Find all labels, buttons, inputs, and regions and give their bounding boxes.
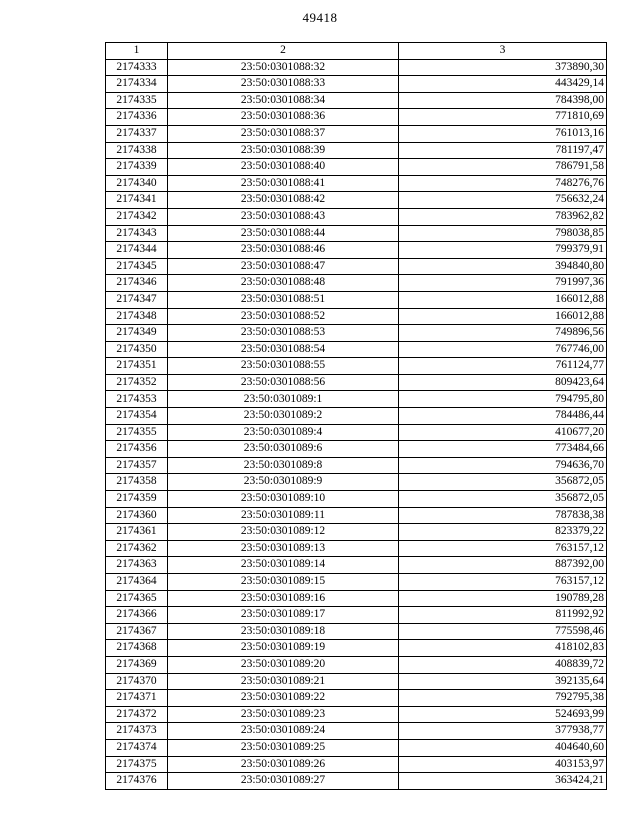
cell-cadastral-number: 23:50:0301089:18: [168, 623, 399, 640]
cell-cadastral-number: 23:50:0301088:48: [168, 275, 399, 292]
cell-cadastral-number: 23:50:0301089:13: [168, 540, 399, 557]
cell-row-number: 2174370: [106, 673, 168, 690]
table-row: [106, 208, 607, 225]
cell-value: 811992,92: [399, 607, 607, 624]
cell-value: 787838,38: [399, 507, 607, 524]
cell-cadastral-number: 23:50:0301089:14: [168, 557, 399, 574]
cell-value: 767746,00: [399, 341, 607, 358]
table-row: [106, 739, 607, 756]
cell-row-number: 2174374: [106, 739, 168, 756]
cell-value: 377938,77: [399, 723, 607, 740]
cell-row-number: 2174372: [106, 706, 168, 723]
cell-row-number: 2174345: [106, 258, 168, 275]
cadastral-value-table: [105, 42, 607, 790]
cell-row-number: 2174336: [106, 109, 168, 126]
cell-cadastral-number: 23:50:0301088:43: [168, 208, 399, 225]
cell-row-number: 2174353: [106, 391, 168, 408]
table-row: [106, 623, 607, 640]
cell-row-number: 2174376: [106, 773, 168, 790]
cell-value: 403153,97: [399, 756, 607, 773]
cell-cadastral-number: 23:50:0301089:19: [168, 640, 399, 657]
cell-cadastral-number: 23:50:0301088:41: [168, 175, 399, 192]
cell-value: 763157,12: [399, 574, 607, 591]
cell-cadastral-number: 23:50:0301088:36: [168, 109, 399, 126]
cell-value: 392135,64: [399, 673, 607, 690]
cell-row-number: 2174337: [106, 125, 168, 142]
cell-row-number: 2174349: [106, 325, 168, 342]
cell-cadastral-number: 23:50:0301089:16: [168, 590, 399, 607]
table-row: [106, 773, 607, 790]
table-row: [106, 358, 607, 375]
cell-value: 781197,47: [399, 142, 607, 159]
cell-cadastral-number: 23:50:0301088:52: [168, 308, 399, 325]
cell-cadastral-number: 23:50:0301089:26: [168, 756, 399, 773]
table-row: [106, 656, 607, 673]
cell-cadastral-number: 23:50:0301089:4: [168, 424, 399, 441]
cell-cadastral-number: 23:50:0301088:37: [168, 125, 399, 142]
table-row: [106, 723, 607, 740]
table-row: [106, 391, 607, 408]
table-header: [106, 43, 607, 60]
cell-value: 190789,28: [399, 590, 607, 607]
cell-cadastral-number: 23:50:0301088:40: [168, 159, 399, 176]
cell-row-number: 2174367: [106, 623, 168, 640]
table-row: [106, 125, 607, 142]
cell-row-number: 2174340: [106, 175, 168, 192]
table-row: [106, 540, 607, 557]
cell-cadastral-number: 23:50:0301088:33: [168, 76, 399, 93]
cell-cadastral-number: 23:50:0301089:15: [168, 574, 399, 591]
table-row: [106, 441, 607, 458]
cell-value: 749896,56: [399, 325, 607, 342]
cell-value: 794795,80: [399, 391, 607, 408]
table-row: [106, 341, 607, 358]
cell-row-number: 2174357: [106, 457, 168, 474]
column-header-3: 3: [399, 43, 607, 60]
table-row: [106, 491, 607, 508]
cell-cadastral-number: 23:50:0301089:10: [168, 491, 399, 508]
cell-cadastral-number: 23:50:0301088:34: [168, 92, 399, 109]
cell-row-number: 2174365: [106, 590, 168, 607]
cell-cadastral-number: 23:50:0301089:27: [168, 773, 399, 790]
table-row: [106, 574, 607, 591]
header-row: [106, 43, 607, 60]
cell-value: 775598,46: [399, 623, 607, 640]
cell-value: 166012,88: [399, 308, 607, 325]
table-row: [106, 258, 607, 275]
cell-row-number: 2174363: [106, 557, 168, 574]
cell-row-number: 2174368: [106, 640, 168, 657]
cell-value: 373890,30: [399, 59, 607, 76]
cell-row-number: 2174362: [106, 540, 168, 557]
cell-cadastral-number: 23:50:0301089:8: [168, 457, 399, 474]
cell-cadastral-number: 23:50:0301088:47: [168, 258, 399, 275]
cell-value: 166012,88: [399, 291, 607, 308]
table-row: [106, 474, 607, 491]
cell-value: 784486,44: [399, 408, 607, 425]
cell-value: 791997,36: [399, 275, 607, 292]
table-row: [106, 192, 607, 209]
cell-cadastral-number: 23:50:0301088:55: [168, 358, 399, 375]
cell-value: 410677,20: [399, 424, 607, 441]
table-row: [106, 590, 607, 607]
cell-row-number: 2174361: [106, 524, 168, 541]
cell-row-number: 2174364: [106, 574, 168, 591]
cell-value: 418102,83: [399, 640, 607, 657]
cell-row-number: 2174334: [106, 76, 168, 93]
table-row: [106, 374, 607, 391]
cell-cadastral-number: 23:50:0301089:11: [168, 507, 399, 524]
cell-row-number: 2174338: [106, 142, 168, 159]
table-row: [106, 76, 607, 93]
cell-cadastral-number: 23:50:0301089:22: [168, 690, 399, 707]
cell-value: 756632,24: [399, 192, 607, 209]
cell-value: 443429,14: [399, 76, 607, 93]
table-row: [106, 109, 607, 126]
cell-value: 763157,12: [399, 540, 607, 557]
cell-row-number: 2174356: [106, 441, 168, 458]
cell-row-number: 2174344: [106, 242, 168, 259]
cell-row-number: 2174358: [106, 474, 168, 491]
cell-row-number: 2174373: [106, 723, 168, 740]
cell-value: 794636,70: [399, 457, 607, 474]
table-row: [106, 408, 607, 425]
cell-cadastral-number: 23:50:0301088:54: [168, 341, 399, 358]
table-row: [106, 557, 607, 574]
cell-value: 771810,69: [399, 109, 607, 126]
table-row: [106, 507, 607, 524]
table-row: [106, 524, 607, 541]
cell-value: 798038,85: [399, 225, 607, 242]
cell-value: 524693,99: [399, 706, 607, 723]
cell-row-number: 2174354: [106, 408, 168, 425]
cell-row-number: 2174339: [106, 159, 168, 176]
table-row: [106, 225, 607, 242]
cell-cadastral-number: 23:50:0301089:17: [168, 607, 399, 624]
cell-row-number: 2174350: [106, 341, 168, 358]
cell-row-number: 2174347: [106, 291, 168, 308]
cell-value: 761124,77: [399, 358, 607, 375]
cell-value: 773484,66: [399, 441, 607, 458]
cell-row-number: 2174352: [106, 374, 168, 391]
cell-row-number: 2174346: [106, 275, 168, 292]
cell-value: 887392,00: [399, 557, 607, 574]
column-header-1: 1: [106, 43, 168, 60]
cell-row-number: 2174355: [106, 424, 168, 441]
table-row: [106, 142, 607, 159]
cell-value: 748276,76: [399, 175, 607, 192]
cell-cadastral-number: 23:50:0301088:46: [168, 242, 399, 259]
cell-cadastral-number: 23:50:0301088:51: [168, 291, 399, 308]
cell-cadastral-number: 23:50:0301089:1: [168, 391, 399, 408]
cell-cadastral-number: 23:50:0301089:2: [168, 408, 399, 425]
column-header-2: 2: [168, 43, 399, 60]
table-row: [106, 325, 607, 342]
cell-row-number: 2174343: [106, 225, 168, 242]
cell-row-number: 2174351: [106, 358, 168, 375]
table-row: [106, 424, 607, 441]
table-body: [106, 59, 607, 789]
cell-row-number: 2174341: [106, 192, 168, 209]
table-row: [106, 275, 607, 292]
cell-row-number: 2174342: [106, 208, 168, 225]
cell-cadastral-number: 23:50:0301088:32: [168, 59, 399, 76]
cell-row-number: 2174371: [106, 690, 168, 707]
table-row: [106, 457, 607, 474]
cell-value: 784398,00: [399, 92, 607, 109]
cell-value: 356872,05: [399, 491, 607, 508]
cell-value: 404640,60: [399, 739, 607, 756]
page-number: 49418: [302, 10, 338, 25]
cell-value: 809423,64: [399, 374, 607, 391]
table-row: [106, 92, 607, 109]
cell-row-number: 2174335: [106, 92, 168, 109]
cell-cadastral-number: 23:50:0301089:9: [168, 474, 399, 491]
table-row: [106, 291, 607, 308]
cell-cadastral-number: 23:50:0301088:39: [168, 142, 399, 159]
cell-value: 786791,58: [399, 159, 607, 176]
table-row: [106, 175, 607, 192]
cell-cadastral-number: 23:50:0301088:44: [168, 225, 399, 242]
cell-cadastral-number: 23:50:0301089:21: [168, 673, 399, 690]
cell-cadastral-number: 23:50:0301089:6: [168, 441, 399, 458]
cell-cadastral-number: 23:50:0301089:24: [168, 723, 399, 740]
cell-cadastral-number: 23:50:0301089:12: [168, 524, 399, 541]
cell-value: 363424,21: [399, 773, 607, 790]
cell-cadastral-number: 23:50:0301089:25: [168, 739, 399, 756]
cell-value: 783962,82: [399, 208, 607, 225]
cell-value: 408839,72: [399, 656, 607, 673]
cell-row-number: 2174366: [106, 607, 168, 624]
cell-row-number: 2174333: [106, 59, 168, 76]
cell-value: 799379,91: [399, 242, 607, 259]
cell-value: 792795,38: [399, 690, 607, 707]
table-row: [106, 607, 607, 624]
cell-cadastral-number: 23:50:0301089:23: [168, 706, 399, 723]
table-row: [106, 308, 607, 325]
cell-row-number: 2174360: [106, 507, 168, 524]
cell-row-number: 2174369: [106, 656, 168, 673]
cell-row-number: 2174359: [106, 491, 168, 508]
cell-value: 761013,16: [399, 125, 607, 142]
table-row: [106, 640, 607, 657]
cell-value: 823379,22: [399, 524, 607, 541]
cell-row-number: 2174348: [106, 308, 168, 325]
table-row: [106, 242, 607, 259]
cell-cadastral-number: 23:50:0301088:53: [168, 325, 399, 342]
table-row: [106, 673, 607, 690]
table-row: [106, 756, 607, 773]
cell-value: 394840,80: [399, 258, 607, 275]
cell-cadastral-number: 23:50:0301088:56: [168, 374, 399, 391]
cell-value: 356872,05: [399, 474, 607, 491]
table-row: [106, 690, 607, 707]
cell-row-number: 2174375: [106, 756, 168, 773]
table-row: [106, 706, 607, 723]
cell-cadastral-number: 23:50:0301088:42: [168, 192, 399, 209]
cell-cadastral-number: 23:50:0301089:20: [168, 656, 399, 673]
table-row: [106, 159, 607, 176]
table-row: [106, 59, 607, 76]
